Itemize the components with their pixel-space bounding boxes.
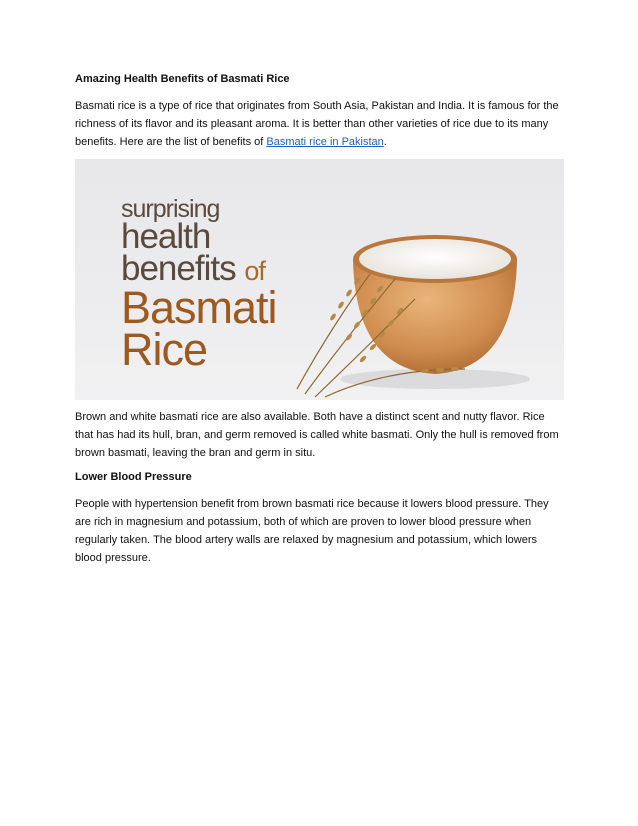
intro-text: Basmati rice is a type of rice that originates from South Asia, Pakistan and India. It is famous for the richness of its flavor and its pleasant aroma. It is better than other varieties of rice due to its many benefits. Here are the list of benefits of <box>75 100 559 148</box>
hero-image-caption <box>121 195 277 375</box>
article-title: Amazing Health Benefits of Basmati Rice <box>75 73 290 85</box>
hero-line-health: health <box>121 217 211 256</box>
hero-word-benefits: benefits <box>121 249 236 288</box>
body-paragraph-varieties: Brown and white basmati rice are also available. Both have a distinct scent and nutty flavor. Rice that has had its hull, bran, and germ removed is called white basmati. Only the hull is removed from brown basmati, leaving the bran and germ in situ. <box>75 411 559 459</box>
hero-line-rice: Rice <box>121 324 208 375</box>
hero-line-basmati: Basmati <box>121 282 277 333</box>
basmati-pakistan-link[interactable]: Basmati rice in Pakistan <box>266 136 384 148</box>
hero-line-surprising: surprising <box>121 195 220 223</box>
intro-end: . <box>383 136 387 148</box>
hero-word-of: of <box>244 256 265 286</box>
rice-surface <box>359 239 511 279</box>
article-body <box>75 72 565 575</box>
body-paragraph-blood-pressure: People with hypertension benefit from brown basmati rice because it lowers blood pressure. They are rich in magnesium and potassium, both of which are proven to lower blood pressure when regularly taken. The blood artery walls are relaxed by magnesium and potassium, which lowers blood pressure. <box>75 498 549 564</box>
hero-image <box>75 159 564 400</box>
section-heading-blood-pressure: Lower Blood Pressure <box>75 471 192 483</box>
rice-bowl-illustration <box>285 219 545 399</box>
intro-paragraph <box>75 97 565 151</box>
